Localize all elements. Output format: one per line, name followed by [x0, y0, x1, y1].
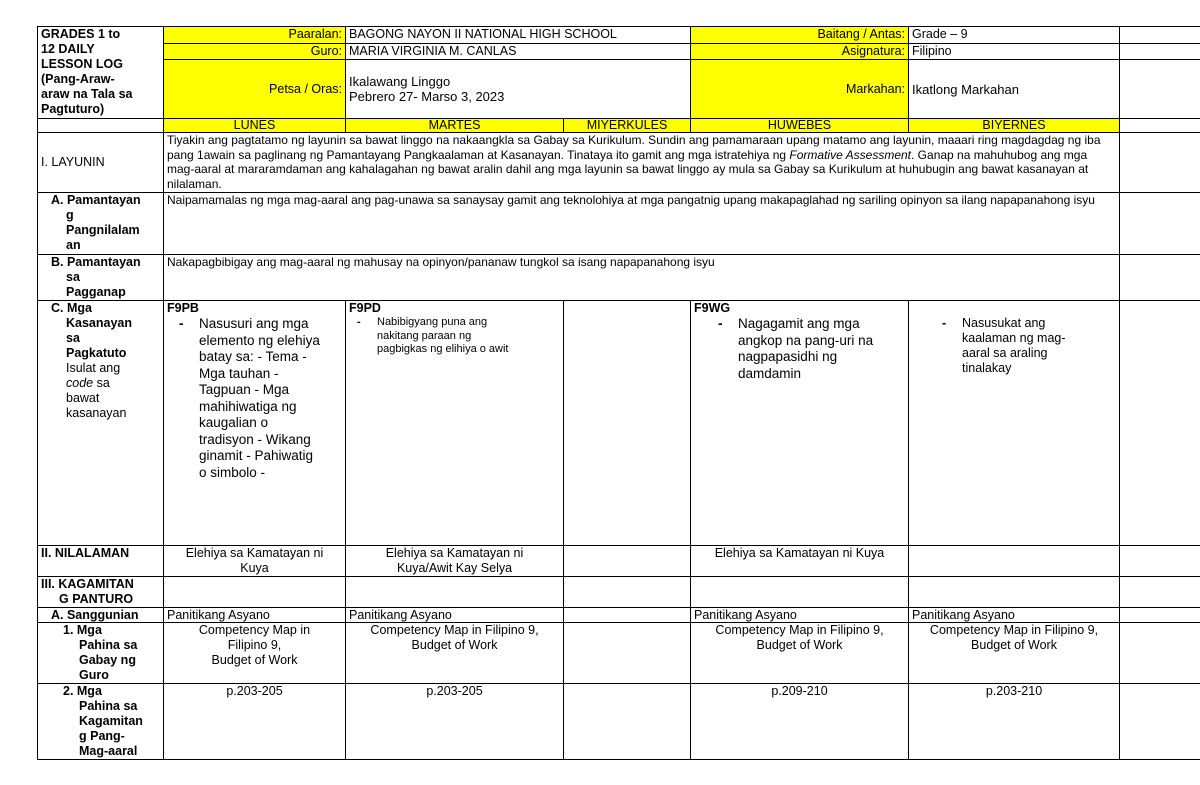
kagamitang-pang-mag-aaral-label: 2. Mga Pahina sa Kagamitan g Pang- Mag-aaral	[38, 684, 164, 760]
nilalaman-blank-cell	[1120, 546, 1200, 577]
guro-value: MARIA VIRGINIA M. CANLAS	[346, 44, 691, 60]
markahan-value: Ikatlong Markahan	[909, 60, 1120, 119]
kasanayan-lunes: F9PB - Nasusuri ang mga elemento ng elehiya batay sa: - Tema - Mga tauhan - Tagpuan - Mga mahihiwatiga ng kaugalian o tradisyon - Wikang ginamit - Pahiwatig o simbolo -	[164, 301, 346, 546]
daily-lesson-log-table	[37, 26, 1200, 760]
log-title: GRADES 1 to 12 DAILY LESSON LOG (Pang-Araw- araw na Tala sa Pagtuturo)	[38, 27, 164, 119]
gabay-guro-miyerkules	[564, 623, 691, 684]
pangnilalaman-blank-cell	[1120, 193, 1200, 255]
mag-aaral-pages-huwebes: p.209-210	[691, 684, 909, 760]
nilalaman-martes: Elehiya sa Kamatayan ni Kuya/Awit Kay Selya	[346, 546, 564, 577]
gabay-guro-huwebes: Competency Map in Filipino 9, Budget of Work	[691, 623, 909, 684]
nilalaman-lunes: Elehiya sa Kamatayan ni Kuya	[164, 546, 346, 577]
header-blank-cell	[1120, 27, 1200, 44]
mag-aaral-pages-lunes: p.203-205	[164, 684, 346, 760]
kagamitan-miyerkules	[564, 577, 691, 608]
pamantayan-sa-pagganap-label: B. Pamantayan sa Pagganap	[38, 255, 164, 301]
layunin-label: I. LAYUNIN	[38, 133, 164, 193]
layunin-text: Tiyakin ang pagtatamo ng layunin sa bawat linggo na nakaangkla sa Gabay sa Kurikulum. Sundin ang pamamaraan upang matamo ang layunin, maaari ring magdagdag ng iba pang 1awain sa paglinang ng Pamantayang Pangkaalaman at Kasanayan. Tinataya ito gamit ang mga istratehiya ng Formative Assessment. Ganap na mahuhubog ang mga mag-aaral at mararamdaman ang kahalagahan ng bawat aralin dahil ang mga layunin sa bawat linggo ay mula sa Gabay sa Kurikulum at huhubugin ang bawat kasanayan at nilalaman.	[164, 133, 1120, 193]
kagamitan-lunes	[164, 577, 346, 608]
kagamitan-huwebes	[691, 577, 909, 608]
mag-aaral-pages-blank-cell	[1120, 684, 1200, 760]
header-blank-cell	[1120, 60, 1200, 119]
kasanayan-biyernes-item: - Nasusukat ang kaalaman ng mag-aaral sa araling tinalakay	[962, 316, 1086, 376]
sanggunian-lunes: Panitikang Asyano	[164, 608, 346, 623]
paaralan-value: BAGONG NAYON II NATIONAL HIGH SCHOOL	[346, 27, 691, 44]
day-header-lunes: LUNES	[164, 119, 346, 133]
day-header-martes: MARTES	[346, 119, 564, 133]
header-blank-cell	[1120, 44, 1200, 60]
kasanayan-blank-cell	[1120, 301, 1200, 546]
kasanayan-martes: F9PD - Nabibigyang puna ang nakitang paraan ng pagbigkas ng elihiya o awit	[346, 301, 564, 546]
kasanayan-biyernes	[909, 301, 1120, 546]
baitang-value: Grade – 9	[909, 27, 1120, 44]
mag-aaral-pages-biyernes: p.203-210	[909, 684, 1120, 760]
kasanayan-miyerkules	[564, 301, 691, 546]
mag-aaral-pages-martes: p.203-205	[346, 684, 564, 760]
sanggunian-blank-cell	[1120, 608, 1200, 623]
sanggunian-martes: Panitikang Asyano	[346, 608, 564, 623]
nilalaman-biyernes	[909, 546, 1120, 577]
nilalaman-label: II. NILALAMAN	[38, 546, 164, 577]
pamantayang-pangnilalaman-text: Naipamamalas ng mga mag-aaral ang pag-unawa sa sanaysay gamit ang teknolohiya at mga pangatnig upang makapaglahad ng sariling opinyon sa ilang napapanahong isyu	[164, 193, 1120, 255]
gabay-guro-biyernes: Competency Map in Filipino 9, Budget of Work	[909, 623, 1120, 684]
days-blank-cell	[1120, 119, 1200, 133]
pamantayan-sa-pagganap-text: Nakapagbibigay ang mag-aaral ng mahusay na opinyon/pananaw tungkol sa isang napapanahong isyu	[164, 255, 1120, 301]
baitang-label: Baitang / Antas:	[691, 27, 909, 44]
kasanayan-martes-item: - Nabibigyang puna ang nakitang paraan ng pagbigkas ng elihiya o awit	[377, 316, 520, 357]
kasanayan-huwebes: F9WG - Nagagamit ang mga angkop na pang-uri na nagpapasidhi ng damdamin	[691, 301, 909, 546]
kasanayan-lunes-item: - Nasusuri ang mga elemento ng elehiya batay sa: - Tema - Mga tauhan - Tagpuan - Mga mahihiwatiga ng kaugalian o tradisyon - Wikang ginamit - Pahiwatig o simbolo -	[199, 316, 322, 481]
days-corner-cell	[38, 119, 164, 133]
sanggunian-label: A. Sanggunian	[38, 608, 164, 623]
paaralan-label: Paaralan:	[164, 27, 346, 44]
guro-label: Guro:	[164, 44, 346, 60]
gabay-ng-guro-label: 1. Mga Pahina sa Gabay ng Guro	[38, 623, 164, 684]
asignatura-label: Asignatura:	[691, 44, 909, 60]
day-header-huwebes: HUWEBES	[691, 119, 909, 133]
gabay-guro-lunes: Competency Map in Filipino 9, Budget of Work	[164, 623, 346, 684]
nilalaman-miyerkules	[564, 546, 691, 577]
gabay-guro-blank-cell	[1120, 623, 1200, 684]
kagamitan-blank-cell	[1120, 577, 1200, 608]
day-header-miyerkules: MIYERKULES	[564, 119, 691, 133]
pamantayang-pangnilalaman-label: A. Pamantayan g Pangnilalam an	[38, 193, 164, 255]
sanggunian-huwebes: Panitikang Asyano	[691, 608, 909, 623]
petsa-label: Petsa / Oras:	[164, 60, 346, 119]
day-header-biyernes: BIYERNES	[909, 119, 1120, 133]
kagamitan-biyernes	[909, 577, 1120, 608]
kagamitang-panturo-label: III. KAGAMITAN G PANTURO	[38, 577, 164, 608]
asignatura-value: Filipino	[909, 44, 1120, 60]
nilalaman-huwebes: Elehiya sa Kamatayan ni Kuya	[691, 546, 909, 577]
markahan-label: Markahan:	[691, 60, 909, 119]
kasanayan-label: C. Mga Kasanayan sa Pagkatuto Isulat ang code sa bawat kasanayan	[38, 301, 164, 546]
sanggunian-miyerkules	[564, 608, 691, 623]
gabay-guro-martes: Competency Map in Filipino 9, Budget of Work	[346, 623, 564, 684]
petsa-value: Ikalawang Linggo Pebrero 27- Marso 3, 2023	[346, 60, 691, 119]
kagamitan-martes	[346, 577, 564, 608]
layunin-blank-cell	[1120, 133, 1200, 193]
kasanayan-huwebes-item: - Nagagamit ang mga angkop na pang-uri na nagpapasidhi ng damdamin	[738, 316, 885, 382]
sanggunian-biyernes: Panitikang Asyano	[909, 608, 1120, 623]
pagganap-blank-cell	[1120, 255, 1200, 301]
mag-aaral-pages-miyerkules	[564, 684, 691, 760]
